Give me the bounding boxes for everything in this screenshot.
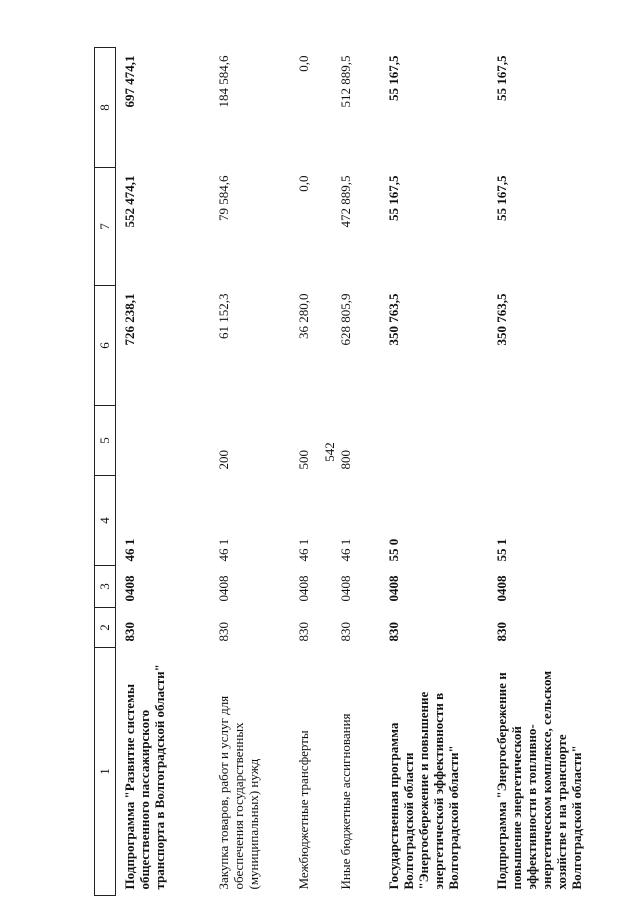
row-col-5: 200 (215, 450, 231, 470)
row-col-6: 726 238,1 (122, 293, 137, 346)
table-row (332, 48, 380, 896)
row-col-4: 46 1 (122, 538, 137, 562)
header-col-3: 3 (95, 566, 116, 608)
row-col-4: 46 1 (215, 538, 231, 562)
header-col-6: 6 (95, 286, 116, 406)
row-col-2: 830 (215, 622, 231, 642)
row-col-7: 0,0 (295, 175, 311, 192)
header-row (95, 48, 116, 896)
table-row (380, 48, 488, 896)
row-col-2: 830 (295, 622, 311, 642)
row-col-4: 46 1 (295, 538, 311, 562)
table-row (488, 48, 606, 896)
row-name: Подпрограмма "Энергосбережение и повышение энергетической эффективности в топливно-энергетическом комплексе, сельском хозяйстве и на транспорте Волгоградской области" (493, 670, 584, 890)
row-col-4: 46 1 (337, 538, 353, 562)
row-col-8: 184 584,6 (215, 55, 231, 108)
row-col-5: 500 (295, 450, 311, 470)
header-col-7: 7 (95, 168, 116, 286)
row-col-8: 55 167,5 (385, 55, 401, 101)
row-col-6: 350 763,5 (493, 293, 509, 346)
row-col-6: 350 763,5 (385, 293, 401, 346)
table-row (290, 48, 332, 896)
row-col-5: 800 (337, 450, 353, 470)
row-col-2: 830 (493, 622, 509, 642)
row-col-7: 79 584,6 (215, 175, 231, 221)
row-col-8: 55 167,5 (493, 55, 509, 101)
row-col-4: 55 0 (385, 538, 401, 562)
row-col-8: 0,0 (295, 55, 311, 72)
row-col-2: 830 (122, 622, 137, 642)
table-row (116, 48, 210, 896)
row-name: Государственная программа Волгоградской области "Энергосбережение и повышение энергетической эффективности в Волгоградской области" (385, 691, 461, 890)
header-col-1: 1 (95, 648, 116, 896)
budget-table-container (94, 48, 609, 896)
row-name: Межбюджетные трансферты (295, 730, 311, 890)
row-col-2: 830 (385, 622, 401, 642)
budget-table-sheet (94, 48, 609, 896)
row-col-5 (380, 406, 488, 476)
row-col-7: 552 474,1 (122, 175, 137, 228)
row-col-3: 0408 (493, 575, 509, 602)
row-col-5 (116, 406, 210, 476)
row-col-6: 36 280,0 (295, 293, 311, 339)
row-col-7: 55 167,5 (385, 175, 401, 221)
page-number: 542 (322, 442, 337, 462)
row-col-6: 628 805,9 (337, 293, 353, 346)
row-col-3: 0408 (337, 575, 353, 602)
row-col-6: 61 152,3 (215, 293, 231, 339)
row-name: Закупка товаров, работ и услуг для обеспечения государственных (муниципальных) нужд (215, 695, 261, 890)
budget-table (94, 47, 606, 896)
row-col-3: 0408 (385, 575, 401, 602)
table-row (210, 48, 290, 896)
header-col-5: 5 (95, 406, 116, 476)
row-col-8: 512 889,5 (337, 55, 353, 108)
row-name: Подпрограмма "Развитие системы общественного пассажирского транспорта в Волгоградской области" (122, 664, 167, 890)
header-col-2: 2 (95, 608, 116, 648)
row-col-4: 55 1 (493, 538, 509, 562)
row-col-7: 472 889,5 (337, 175, 353, 228)
header-col-4: 4 (95, 476, 116, 566)
row-col-3: 0408 (295, 575, 311, 602)
row-col-7: 55 167,5 (493, 175, 509, 221)
row-col-8: 697 474,1 (122, 55, 137, 108)
header-col-8: 8 (95, 48, 116, 168)
row-col-3: 0408 (122, 575, 137, 602)
row-col-2: 830 (337, 622, 353, 642)
row-name: Иные бюджетные ассигнования (337, 713, 353, 890)
row-col-5 (488, 406, 606, 476)
row-col-3: 0408 (215, 575, 231, 602)
